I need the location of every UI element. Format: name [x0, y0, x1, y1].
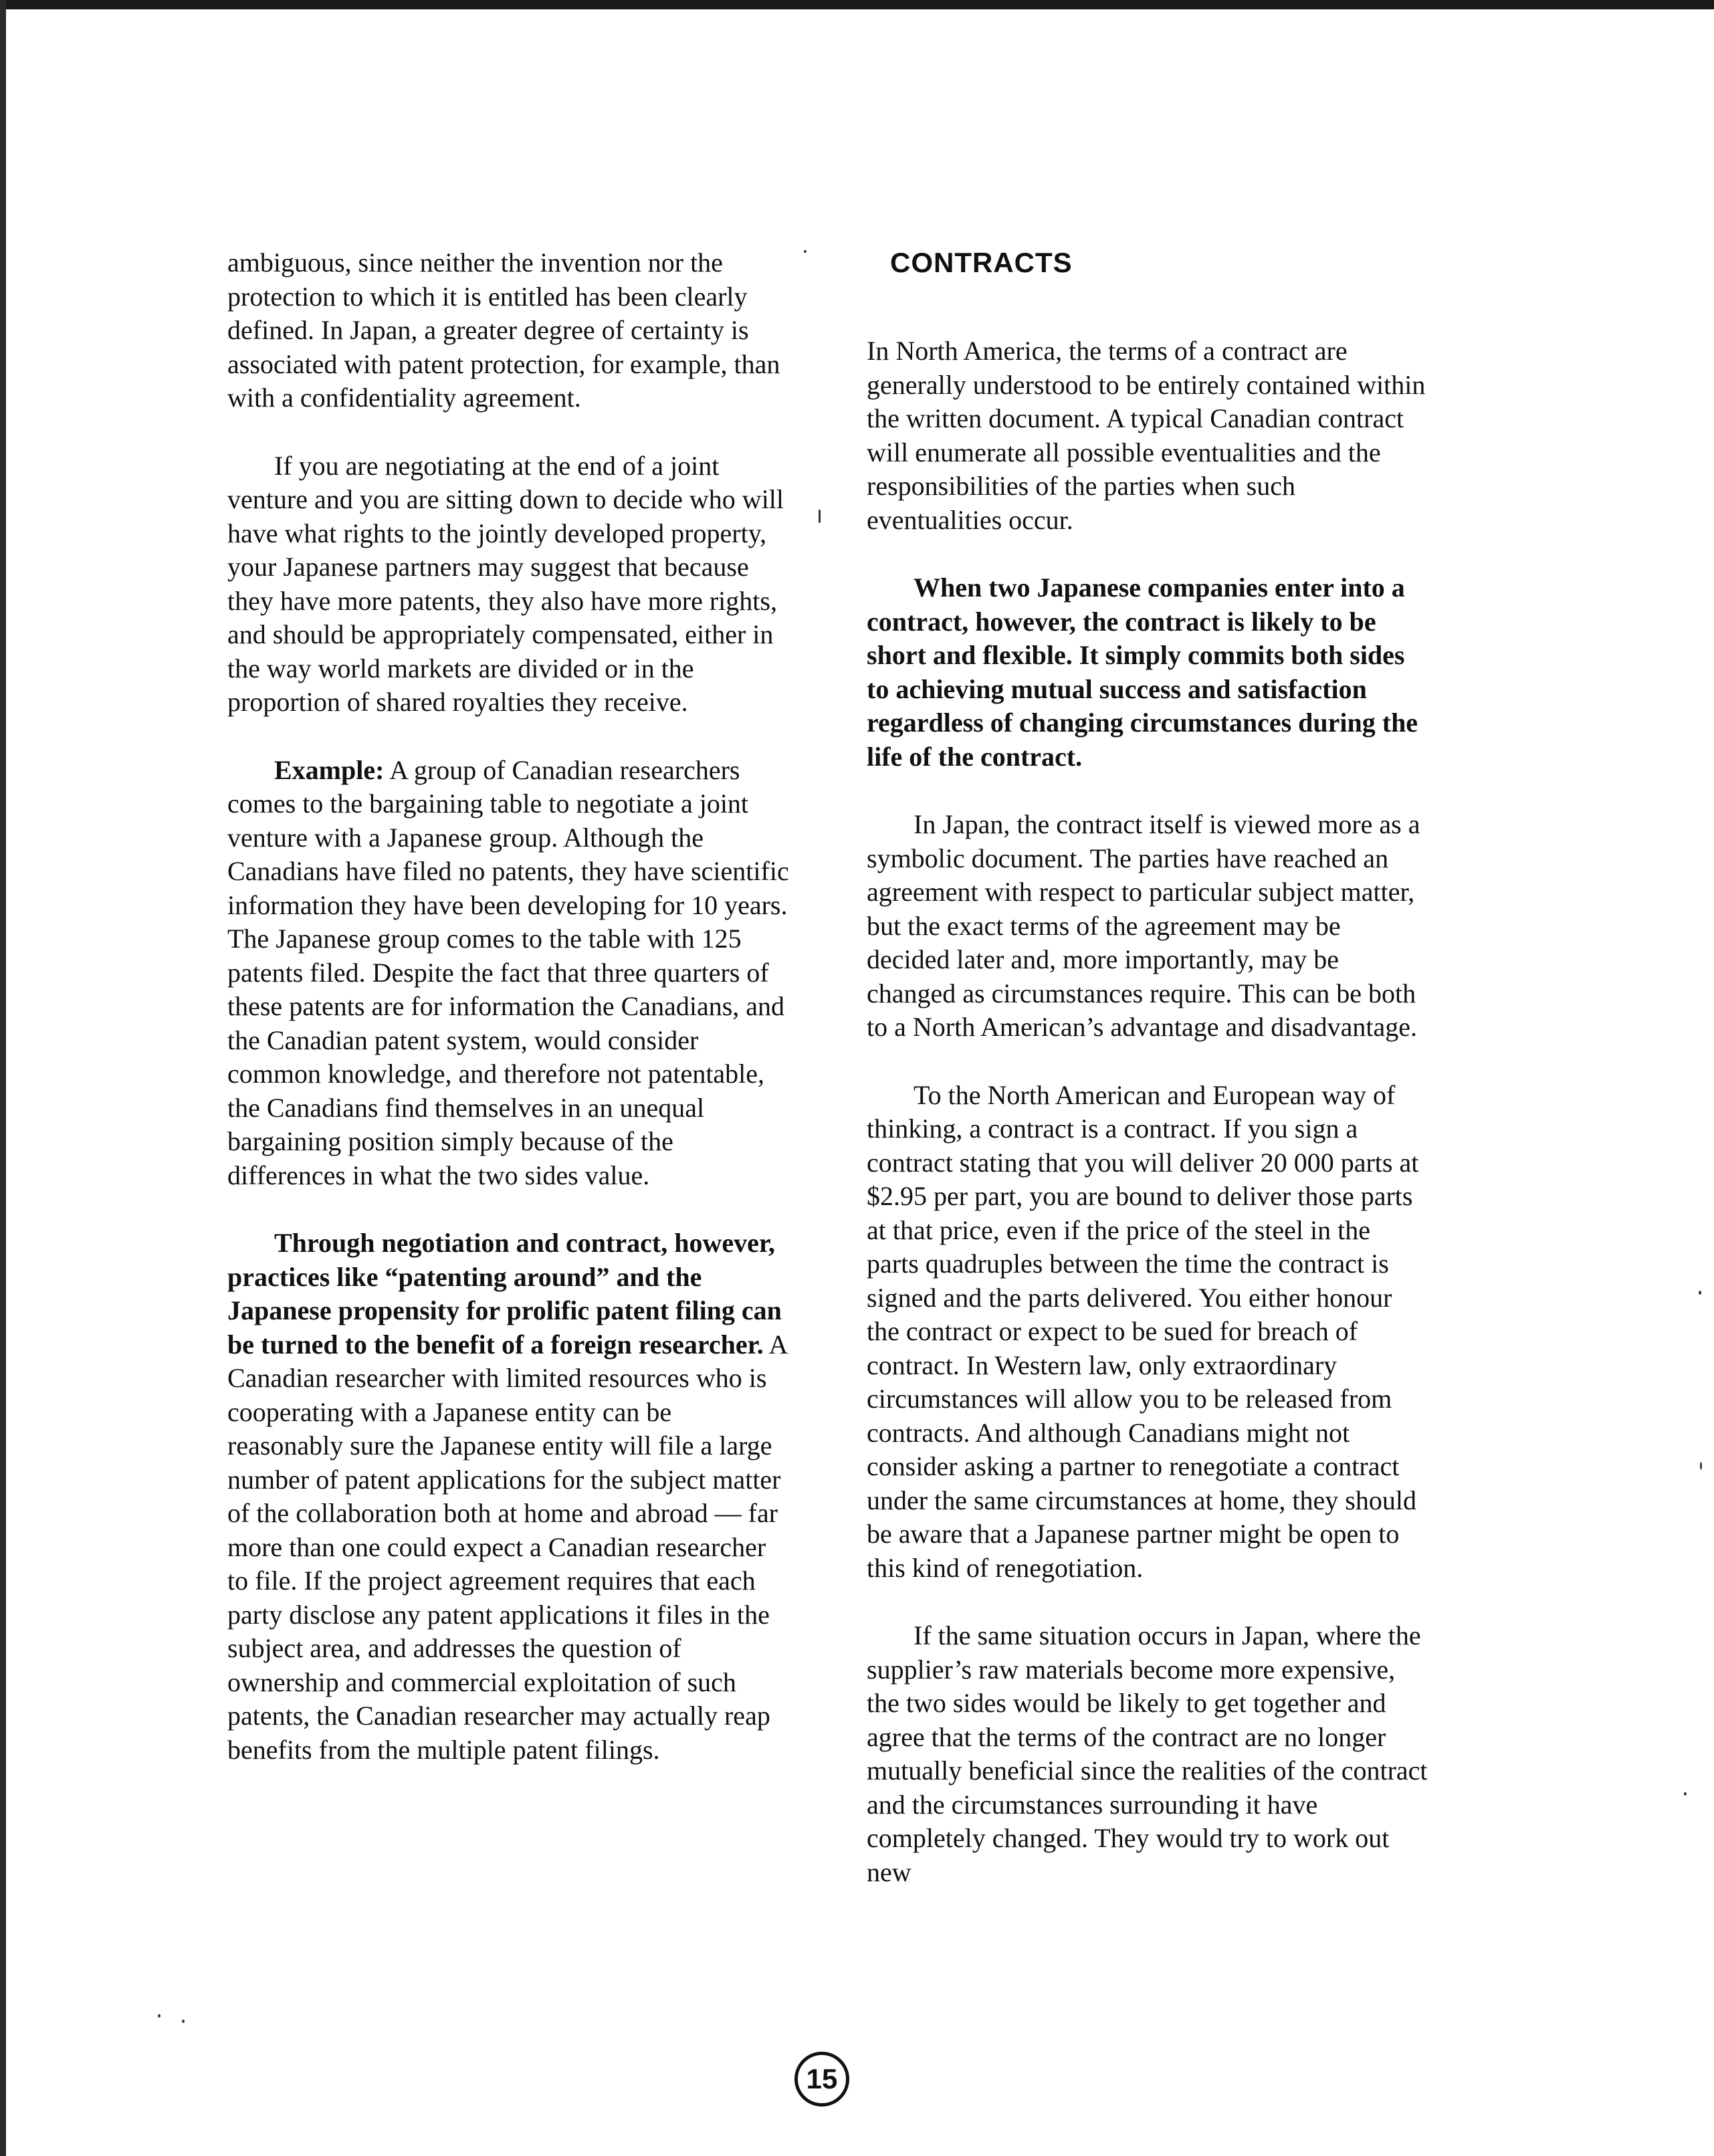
- emphasis-text: Through negotiation and contract, however, practices like “patenting around” and the Japanese propensity for prolific patent filing can be turned to the benefit of a foreign researcher.: [227, 1228, 782, 1360]
- page-number: 15: [794, 2052, 849, 2107]
- left-paragraph-2: If you are negotiating at the end of a joint venture and you are sitting down to decide who will have what rights to the jointly developed property, your Japanese partners may suggest that because they have more patents, they also have more rights, and should be appropriately compensated, either in the way world markets are divided or in the proportion of shared royalties they receive.: [227, 450, 784, 717]
- scan-edge-top: [0, 0, 1714, 9]
- left-paragraph-1: ambiguous, since neither the invention nor the protection to which it is entitled has been clearly defined. In Japan, a greater degree of certainty is associated with patent protection, for example, than with a confidentiality agreement.: [227, 247, 780, 413]
- right-paragraph-5: If the same situation occurs in Japan, where the supplier’s raw materials become more expensive, the two sides would be likely to get together and agree that the terms of the contract are no longer mutually beneficial since the realities of the contract and the circumstances surrounding it have completely changed. They would try to work out new: [867, 1620, 1428, 1887]
- scan-speck: [182, 2020, 185, 2023]
- section-heading: CONTRACTS: [890, 247, 1073, 278]
- right-paragraph-4: To the North American and European way of thinking, a contract is a contract. If you sign a contract stating that you will deliver 20 000 parts at $2.95 per part, you are bound to deliver those parts at that price, even if the price of the steel in the parts quadruples between the time the contract is signed and the parts delivered. You either honour the contract or expect to be sued for breach of contract. In Western law, only extraordinary circumstances will allow you to be released from contracts. And although Canadians might not consider asking a partner to renegotiate a contract under the same circumstances at home, they should be aware that a Japanese partner might be open to this kind of renegotiation.: [867, 1079, 1419, 1583]
- example-lead: Example:: [274, 754, 385, 785]
- scan-speck: [1684, 1792, 1687, 1796]
- scan-speck: [819, 510, 821, 523]
- right-column: [867, 246, 1428, 1889]
- scan-speck: [1699, 1291, 1701, 1295]
- paragraph-body: A Canadian researcher with limited resources who is cooperating with a Japanese entity can be reasonably sure the Japanese entity will file a large number of patent applications for the subject matter of the collaboration both at home and abroad — far more than one could expect a Canadian researcher to file. If the project agreement requires that each party disclose any patent applications it files in the subject area, and addresses the question of ownership and commercial exploitation of such patents, the Canadian researcher may actually reap benefits from the multiple patent filings.: [227, 1329, 787, 1765]
- right-paragraph-1: In North America, the terms of a contract are generally understood to be entirely contained within the written document. A typical Canadian contract will enumerate all possible eventualities and the responsibilities of the parties when such eventualities occur.: [867, 336, 1426, 535]
- scan-speck: [1700, 1462, 1702, 1470]
- scan-edge-left: [0, 0, 6, 2156]
- right-paragraph-2: When two Japanese companies enter into a contract, however, the contract is likely to be short and flexible. It simply commits both sides to achieving mutual success and satisfaction regardless of changing circumstances during the life of the contract.: [867, 572, 1418, 772]
- left-paragraph-4: [227, 1226, 789, 1767]
- left-column: [227, 246, 789, 1767]
- example-body: A group of Canadian researchers comes to the bargaining table to negotiate a joint venture with a Japanese group. Although the Canadians have filed no patents, they have scientific information they have been developing for 10 years. The Japanese group comes to the table with 125 patents filed. Despite the fact that three quarters of these patents are for information the Canadians, and the Canadian patent system, would consider common knowledge, and therefore not patentable, the Canadians find themselves in an unequal bargaining position simply because of the differences in what the two sides value.: [227, 754, 789, 1190]
- scan-speck: [804, 250, 807, 253]
- left-paragraph-3: [227, 754, 789, 1193]
- right-paragraph-3: In Japan, the contract itself is viewed more as a symbolic document. The parties have reached an agreement with respect to particular subject matter, but the exact terms of the agreement may be decided later and, more importantly, may be changed as circumstances require. This can be both to a North American’s advantage and disadvantage.: [867, 809, 1420, 1042]
- scan-speck: [158, 2014, 160, 2018]
